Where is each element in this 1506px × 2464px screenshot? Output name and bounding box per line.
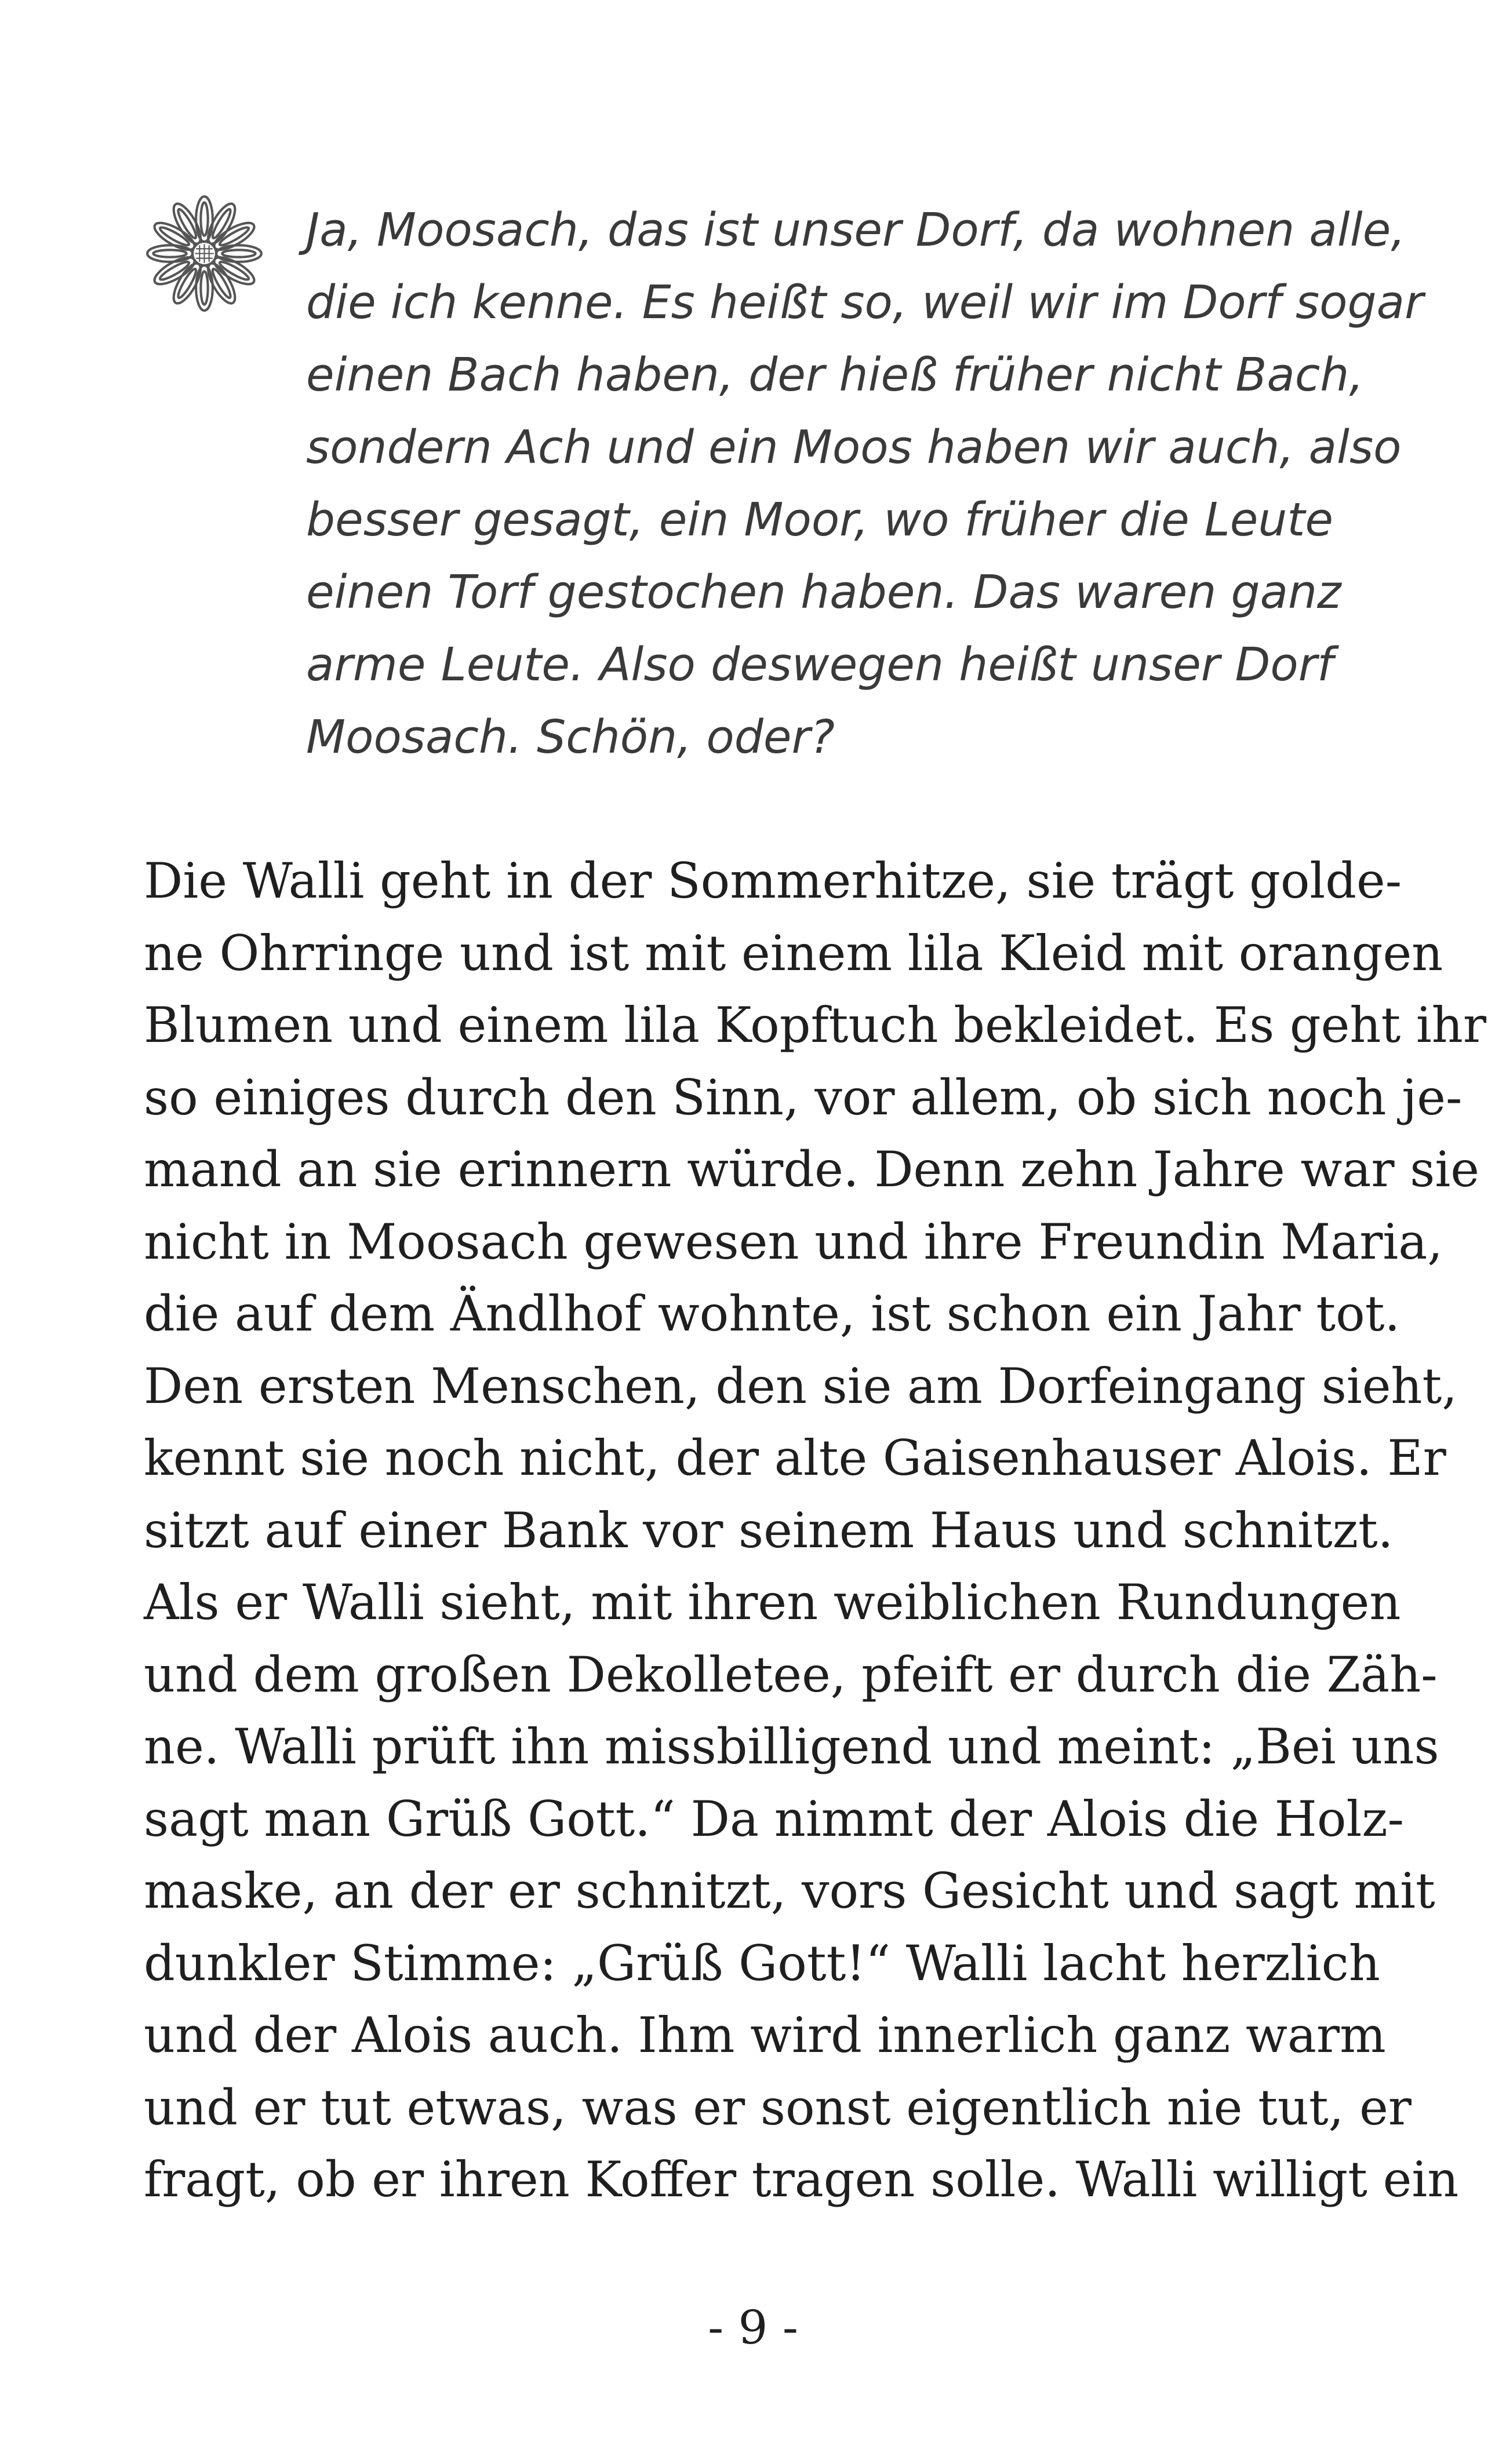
body-line: kennt sie noch nicht, der alte Gaisenhauser Alois. Er bbox=[144, 1430, 1446, 1486]
body-line: und dem großen Dekolletee, pfeift er durch die Zäh- bbox=[144, 1646, 1438, 1703]
body-line: dunkler Stimme: „Grüß Gott!“ Walli lacht herzlich bbox=[144, 1934, 1380, 1992]
flower-ornament-icon bbox=[145, 194, 264, 313]
intro-line: einen Bach haben, der hieß früher nicht Bach, bbox=[306, 348, 1364, 402]
intro-line: sondern Ach und ein Moos haben wir auch, also bbox=[306, 421, 1402, 474]
body-line: sagt man Grüß Gott.“ Da nimmt der Alois die Holz- bbox=[144, 1790, 1404, 1847]
body-paragraph bbox=[144, 845, 1487, 2216]
intro-line: einen Torf gestochen haben. Das waren ganz bbox=[306, 566, 1341, 619]
body-line: Die Walli geht in der Sommerhitze, sie trägt golde- bbox=[144, 852, 1402, 909]
body-line: ne Ohrringe und ist mit einem lila Kleid mit orangen bbox=[144, 924, 1443, 982]
body-line: Den ersten Menschen, den sie am Dorfeingang sieht, bbox=[144, 1357, 1457, 1415]
intro-paragraph bbox=[306, 194, 1424, 774]
body-line: Blumen und einem lila Kopftuch bekleidet. Es geht ihr bbox=[144, 997, 1487, 1054]
body-line: ne. Walli prüft ihn missbilligend und meint: „Bei uns bbox=[144, 1718, 1439, 1775]
body-line: und er tut etwas, was er sonst eigentlich nie tut, er bbox=[144, 2079, 1412, 2136]
body-line: mand an sie erinnern würde. Denn zehn Jahre war sie bbox=[144, 1141, 1479, 1198]
intro-line: Moosach. Schön, oder? bbox=[306, 710, 835, 764]
body-line: die auf dem Ändlhof wohnte, ist schon ein Jahr tot. bbox=[144, 1285, 1400, 1342]
page-number: - 9 - bbox=[708, 2301, 798, 2354]
body-line: nicht in Moosach gewesen und ihre Freundin Maria, bbox=[144, 1213, 1443, 1270]
body-line: fragt, ob er ihren Koffer tragen solle. Walli willigt ein bbox=[144, 2151, 1459, 2208]
intro-line: Ja, Moosach, das ist unser Dorf, da wohnen alle, bbox=[306, 203, 1406, 257]
body-line: so einiges durch den Sinn, vor allem, ob sich noch je- bbox=[144, 1069, 1463, 1126]
intro-line: arme Leute. Also deswegen heißt unser Dorf bbox=[306, 638, 1333, 691]
intro-line: besser gesagt, ein Moor, wo früher die Leute bbox=[306, 493, 1333, 546]
intro-line: die ich kenne. Es heißt so, weil wir im Dorf sogar bbox=[306, 276, 1424, 329]
body-line: maske, an der er schnitzt, vors Gesicht und sagt mit bbox=[144, 1862, 1435, 1919]
body-line: Als er Walli sieht, mit ihren weiblichen Rundungen bbox=[144, 1574, 1401, 1631]
body-line: und der Alois auch. Ihm wird innerlich ganz warm bbox=[144, 2007, 1386, 2064]
body-line: sitzt auf einer Bank vor seinem Haus und schnitzt. bbox=[144, 1501, 1394, 1559]
